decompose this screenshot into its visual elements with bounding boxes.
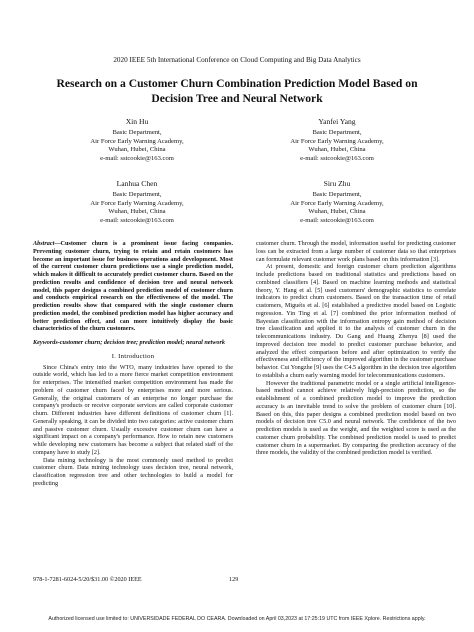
author-block bbox=[252, 118, 422, 163]
author-affiliation: Air Force Early Warning Academy, bbox=[90, 199, 184, 207]
author-location: Wuhan, Hubei, China bbox=[108, 146, 166, 154]
author-affiliation: Air Force Early Warning Academy, bbox=[90, 137, 184, 145]
intro-paragraph: Since China's entry into the WTO, many industries have opened to the outside world, which has led to a more fierce market competition environment for enterprises. The intensified market competition environment has made the problem of customer churn faced by enterprises more and more serious. Generally, the original customers of an enterprise no longer purchase the company's products or receive corporate services are called corporate customer churn. Different industries have different definitions of customer churn [1]. Generally speaking, it can be divided into two categories: active customer churn and passive customer churn. Usually excessive customer churn can have a significant impact on a company's performance. How to retain new customers while developing new customers has become a subject that related staff of the company have to study [2]. bbox=[33, 363, 233, 456]
author-block bbox=[52, 180, 222, 225]
author-block bbox=[52, 118, 222, 163]
author-affiliation: Basic Department, bbox=[112, 191, 162, 199]
author-email: e-mail: sstcookie@163.com bbox=[100, 154, 174, 162]
author-block bbox=[252, 180, 422, 225]
author-email: e-mail: sstcookie@163.com bbox=[300, 216, 374, 224]
conference-header: 2020 IEEE 5th International Conference on Cloud Computing and Big Data Analytics bbox=[113, 56, 361, 64]
author-location: Wuhan, Hubei, China bbox=[108, 208, 166, 216]
author-location: Wuhan, Hubei, China bbox=[308, 146, 366, 154]
author-affiliation: Basic Department, bbox=[312, 191, 362, 199]
body-paragraph: At present, domestic and foreign customer churn prediction algorithms include predictions based on traditional statistics and predictions based on combined classifiers [4]. Based on machine learning methods and statistical theory, Y. Hang et al. [5] used customers' demographic statistics to correlate indicators to predict churn customers. Based on the transaction time of retail customers, Miguéis et al. [6] established a predictive model based on Logistic regression. Yin Ting et al. [7] combined the prior information method of Bayesian classification with the information entropy gain method of decision tree classification and applied it to the analysis of customer churn in the telecommunications industry. Du Gang and Huang Zhenyu [8] used the improved decision tree model to predict customer purchase behavior, and analyzed the effect comparison before and after optimization to verify the effectiveness and efficiency of the improved algorithm in the customer purchase behavior. Cui Yongzhe [9] uses the C4.5 algorithm in the decision tree algorithm to establish a churn early warning model for telecommunications customers. bbox=[256, 263, 456, 379]
body-paragraph: customer churn. Through the model, information useful for predicting customer loss can be extracted from a large number of customer data so that enterprises can formulate relevant customer work plans based on this information [3]. bbox=[256, 240, 456, 263]
author-email: e-mail: sstcookie@163.com bbox=[300, 154, 374, 162]
abstract-text: —Customer churn is a prominent issue facing companies. Preventing customer churn, trying to retain and retain customers has become an important issue for business operations and development. Most of the current customer churn predictions use a single prediction model, which makes it difficult to accurately predict customer churn. Based on the prediction results and confidence of decision tree and neural network model, this paper designs a combined prediction model of customer churn and conducts empirical research on the effectiveness of the model. The prediction results show that compared with the single customer churn prediction model, the combined prediction model has higher accuracy and better prediction effect, and can more intuitively display the basic characteristics of the churn customers. bbox=[33, 240, 233, 333]
footer-isbn: 978-1-7281-6024-5/20/$31.00 ©2020 IEEE bbox=[33, 576, 142, 583]
author-name: Yanfei Yang bbox=[318, 117, 356, 126]
author-affiliation: Air Force Early Warning Academy, bbox=[290, 137, 384, 145]
author-name: Siru Zhu bbox=[323, 179, 351, 188]
intro-paragraph: Data mining technology is the most commonly used method to predict customer churn. Data mining technology uses decision tree, neural network, classification regression tree and other technologies to build a model for predicting bbox=[33, 456, 233, 487]
paper-title: Research on a Customer Churn Combination Prediction Model Based on Decision Tree and Neural Network bbox=[56, 77, 418, 105]
left-column bbox=[33, 240, 233, 488]
abstract-label: Abstract bbox=[33, 240, 55, 247]
author-name: Xin Hu bbox=[125, 117, 149, 126]
section-heading-introduction: I. Introduction bbox=[111, 352, 155, 360]
author-affiliation: Basic Department, bbox=[312, 129, 362, 137]
author-email: e-mail: sstcookie@163.com bbox=[100, 216, 174, 224]
author-name: Lanhua Chen bbox=[116, 179, 158, 188]
author-location: Wuhan, Hubei, China bbox=[308, 208, 366, 216]
author-affiliation: Air Force Early Warning Academy, bbox=[290, 199, 384, 207]
right-column bbox=[256, 240, 456, 457]
page-number: 129 bbox=[229, 576, 239, 583]
author-affiliation: Basic Department, bbox=[112, 129, 162, 137]
keywords: Keywords-customer churn; decision tree; prediction model; neural network bbox=[33, 339, 225, 346]
license-notice: Authorized licensed use limited to: UNIVERSIDADE FEDERAL DO CEARA. Downloaded on April 03,2023 at 17:25:19 UTC from IEEE Xplore. Restrictions apply. bbox=[48, 616, 426, 622]
abstract bbox=[33, 240, 233, 333]
body-paragraph: However the traditional parametric model or a single artificial intelligence-based method cannot achieve relatively high-precision prediction, so the establishment of a combined prediction model to improve the prediction accuracy is an inevitable trend to solve the problem of customer churn [10]. Based on this, this paper designs a combined prediction model based on two models of decision tree C5.0 and neural network. The confidence of the two prediction models is used as the weight, and the weighted score is used as the customer churn probability. The combined prediction model is used to predict customer churn in a supermarket. By comparing the prediction accuracy of the three models, the validity of the combined prediction model is verified. bbox=[256, 379, 456, 457]
